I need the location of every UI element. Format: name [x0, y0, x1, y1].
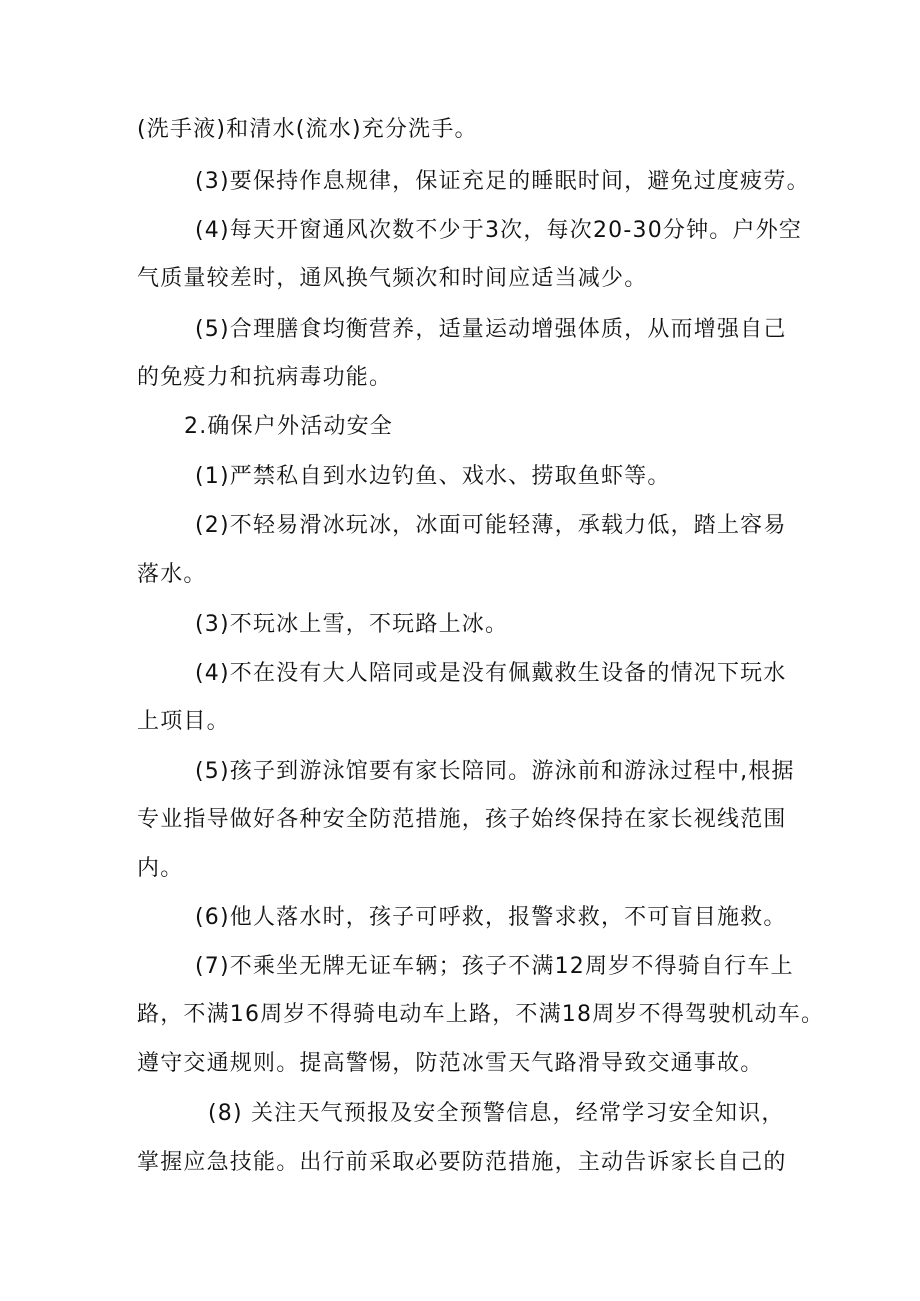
text-line-16: 内。: [137, 856, 184, 881]
text-line-14: (5)孩子到游泳馆要有家长陪同。游泳前和游泳过程中,根据: [195, 759, 795, 784]
text-line-8: (1)严禁私自到水边钓鱼、戏水、捞取鱼虾等。: [195, 464, 671, 489]
section-heading: 2.确保户外活动安全: [184, 414, 393, 439]
text-line-5: (5)合理膳食均衡营养，适量运动增强体质，从而增强自己: [195, 317, 787, 342]
text-line-1: (洗手液)和清水(流水)充分洗手。: [137, 117, 478, 142]
text-line-13: 上项目。: [137, 709, 230, 734]
text-line-12: (4)不在没有大人陪同或是没有佩戴救生设备的情况下玩水: [195, 661, 787, 686]
text-line-18: (7)不乘坐无牌无证车辆；孩子不满12周岁不得骑自行车上: [195, 954, 794, 979]
text-line-2: (3)要保持作息规律，保证充足的睡眠时间，避免过度疲劳。: [195, 169, 810, 194]
text-line-3: (4)每天开窗通风次数不少于3次，每次20-30分钟。户外空: [195, 218, 803, 243]
text-line-21: (8) 关注天气预报及安全预警信息，经常学习安全知识，: [208, 1101, 785, 1126]
text-line-20: 遵守交通规则。提高警惕，防范冰雪天气路滑导致交通事故。: [137, 1051, 764, 1076]
text-line-4: 气质量较差时，通风换气频次和时间应适当减少。: [137, 266, 648, 291]
text-line-19: 路，不满16周岁不得骑电动车上路，不满18周岁不得驾驶机动车。: [137, 1002, 825, 1027]
text-line-11: (3)不玩冰上雪，不玩路上冰。: [195, 612, 509, 637]
text-line-22: 掌握应急技能。出行前采取必要防范措施，主动告诉家长自己的: [137, 1150, 787, 1175]
text-line-15: 专业指导做好各种安全防范措施，孩子始终保持在家长视线范围: [137, 807, 787, 832]
text-line-9: (2)不轻易滑冰玩冰，冰面可能轻薄，承载力低，踏上容易: [195, 513, 787, 538]
text-line-6: 的免疫力和抗病毒功能。: [137, 365, 393, 390]
text-line-10: 落水。: [137, 562, 207, 587]
text-line-17: (6)他人落水时，孩子可呼救，报警求救，不可盲目施救。: [195, 905, 787, 930]
